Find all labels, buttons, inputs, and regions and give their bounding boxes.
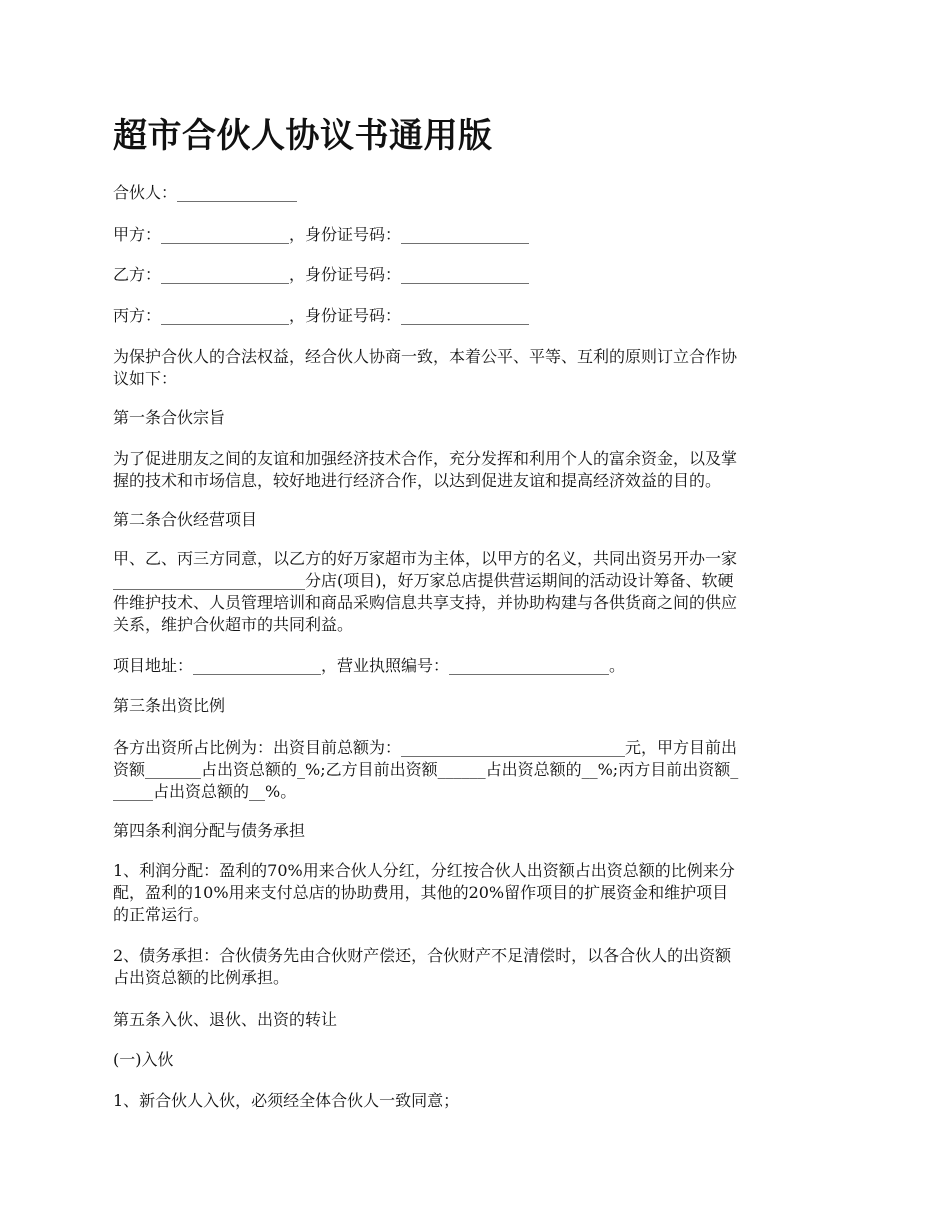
text-line: 议如下： (113, 369, 178, 388)
text-line: 项目地址：________________，营业执照编号：____________________。 (113, 656, 626, 675)
text-line: 的正常运行。 (113, 905, 210, 924)
paragraph-preamble (113, 346, 841, 390)
text-line: 甲方：________________，身份证号码：________________ (113, 225, 530, 244)
paragraph-party-b (113, 264, 841, 286)
text-line: 为了促进朋友之间的友谊和加强经济技术合作，充分发挥和利用个人的富余资金，以及掌 (113, 449, 738, 468)
text-line: 第一条合伙宗旨 (113, 408, 226, 427)
text-line: (一)入伙 (113, 1050, 174, 1069)
text-line: 第二条合伙经营项目 (113, 510, 258, 529)
document-title: 超市合伙人协议书通用版 (113, 116, 493, 156)
text-line: 关系，维护合伙超市的共同利益。 (113, 615, 354, 634)
text-line: 占出资总额的比例承担。 (113, 968, 290, 987)
text-line: 1、新合伙人入伙，必须经全体合伙人一致同意； (113, 1091, 460, 1110)
paragraph-contribution (113, 737, 841, 803)
text-line: 件维护技术、人员管理培训和商品采购信息共享支持，并协助构建与各供货商之间的供应 (113, 593, 738, 612)
paragraph-party-a (113, 224, 841, 246)
section-heading-5 (113, 1009, 841, 1031)
text-line: 第五条入伙、退伙、出资的转让 (113, 1010, 338, 1029)
paragraph-address (113, 655, 841, 677)
paragraph-join-rule-1 (113, 1090, 841, 1112)
paragraph-project (113, 548, 841, 636)
text-line: 乙方：________________，身份证号码：________________ (113, 265, 530, 284)
text-line: 1、利润分配：盈利的70%用来合伙人分红，分红按合伙人出资额占出资总额的比例来分 (113, 861, 735, 880)
text-line: 丙方：________________，身份证号码：________________ (113, 306, 530, 325)
paragraph-purpose (113, 448, 841, 492)
section-heading-2 (113, 509, 841, 531)
text-line: 配，盈利的10%用来支付总店的协助费用，其他的20%留作项目的扩展资金和维护项目 (113, 883, 729, 902)
text-line: _____占出资总额的__%。 (113, 782, 297, 801)
text-line: 各方出资所占比例为：出资目前总额为：____________________________元，甲方目前出 (113, 738, 738, 757)
text-line: 资额_______占出资总额的_%;乙方目前出资额______占出资总额的__%;丙方目前出资额_ (113, 760, 739, 779)
paragraph-profit (113, 860, 841, 926)
text-line: 第三条出资比例 (113, 696, 226, 715)
text-line: 合伙人：_______________ (113, 183, 298, 202)
text-line: ________________________分店(项目)，好万家总店提供营运期间的活动设计筹备、软硬 (113, 571, 734, 590)
section-heading-3 (113, 695, 841, 717)
paragraph-debt (113, 945, 841, 989)
section-heading-4 (113, 820, 841, 842)
text-line: 2、债务承担：合伙债务先由合伙财产偿还，合伙财产不足清偿时，以各合伙人的出资额 (113, 946, 732, 965)
text-line: 甲、乙、丙三方同意，以乙方的好万家超市为主体，以甲方的名义，共同出资另开办一家 (113, 549, 738, 568)
text-line: 为保护合伙人的合法权益，经合伙人协商一致，本着公平、平等、互利的原则订立合作协 (113, 347, 738, 366)
paragraph-partner (113, 182, 841, 204)
section-heading-1 (113, 407, 841, 429)
text-line: 第四条利润分配与债务承担 (113, 821, 306, 840)
subsection-heading-join (113, 1049, 841, 1071)
text-line: 握的技术和市场信息，较好地进行经济合作，以达到促进友谊和提高经济效益的目的。 (113, 471, 722, 490)
paragraph-party-c (113, 305, 841, 327)
